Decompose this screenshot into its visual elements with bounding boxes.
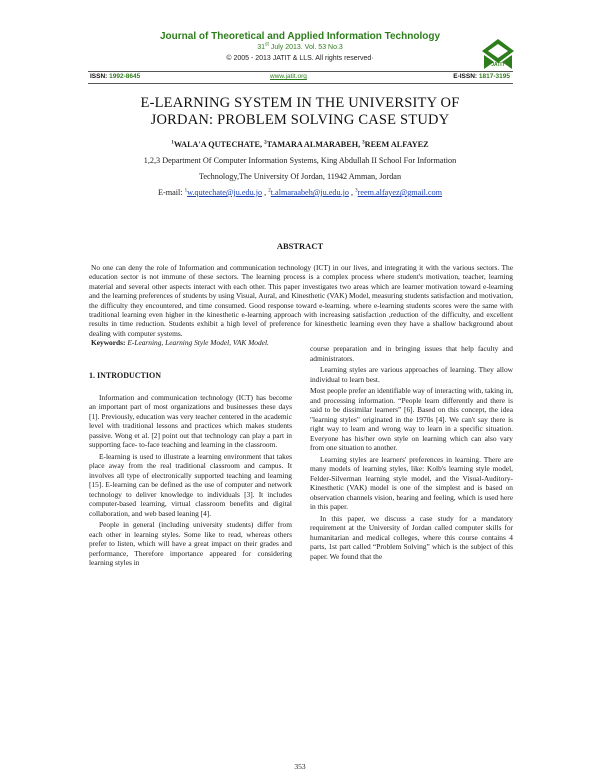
paragraph: E-learning is used to illustrate a learning environment that takes place away from the real traditional classroom and campus. It involves all type of electronically supported teaching and learning [15]. E-learning can be defined as the use of computer and network technology to deliver knowledge to individuals [3]. It includes computer-based learning, virtual classroom benefits and digital collaboration, and web based leaning [4].: [89, 451, 292, 518]
paragraph: Learning styles are various approaches of learning. They allow individual to learn best.: [310, 365, 513, 384]
affiliation-line-1: 1,2,3 Department Of Computer Information Systems, King Abdullah II School For Information: [143, 156, 457, 165]
author-list: $^1$WALA'A QUTECHATE, $^2$TAMARA ALMARABEH, $^3$REEM ALFAYEZ: [171, 140, 429, 149]
keywords: Keywords: E-Learning, Learning Style Model, VAK Model.: [91, 338, 269, 348]
issn: ISSN: 1992-8645: [90, 73, 141, 80]
issue-day-suffix: st: [264, 41, 269, 48]
jatit-logo-icon: [480, 37, 516, 75]
eissn: E-ISSN: 1817-3195: [453, 73, 510, 80]
email-line: E-mail: $^1$w.qutechate@ju.edu.jo , $^2$t.almaraabeh@ju.edu.jo , $^3$reem.alfayez@gmail.com: [157, 188, 442, 197]
email-link-3[interactable]: reem.alfayez@gmail.com: [357, 188, 442, 197]
paragraph: In this paper, we discuss a case study for a mandatory requirement at the University of Jordan called computer skills for humanitarian and medical colleges, where this course contains 4 parts, 1st part called “Problem Solving” which is the subject of this paper. We found that the: [310, 513, 513, 561]
right-column: [310, 344, 513, 563]
issn-row: [90, 73, 510, 83]
paragraph: Most people prefer an identifiable way of interacting with, taking in, and processing information. “People learn differently and there is said to be dissimilar learners” [6]. Based on this concept, the idea "learning styles" originated in the 1970s [4]. We can't say there is right way to learn and wrong way to learn in a specific situation. Everyone has his/her own style on learning which can also vary from one situation to another.: [310, 386, 513, 452]
paragraph: People in general (including university students) differ from each other in learning styles. Some like to read, whereas others prefer to listen, which will have a great impact on their grades and performance, Therefore importance appeared for considering learning styles in: [89, 520, 292, 567]
section-heading-introduction: 1. INTRODUCTION: [89, 371, 162, 380]
author-3: REEM ALFAYEZ: [364, 140, 429, 149]
left-column: [89, 344, 292, 570]
header-rule-bottom: [88, 83, 513, 84]
page-number: 353: [294, 762, 306, 771]
copyright-notice: © 2005 - 2013 JATIT & LLS. All rights reserved·: [226, 55, 374, 62]
paper-title: [90, 95, 510, 129]
abstract: [89, 263, 513, 348]
logo-label: JATIT: [491, 62, 505, 68]
paragraph: Learning styles are learners' preferences in learning. There are many models of learning styles, like: Kolb's learning style model, Felder-Silverman learning style model, and the Visual-Auditory-Kinesthetic (VAK) model is one of the simplest and is based on observation channels vision, hearing and feeling, which is used here in this paper.: [310, 454, 513, 511]
paper-title-line-1: E-LEARNING SYSTEM IN THE UNIVERSITY OF: [140, 95, 460, 111]
author-1: WALA'A QUTECHATE,: [173, 140, 263, 149]
journal-title: Journal of Theoretical and Applied Information Technology: [159, 31, 440, 42]
paragraph: Information and communication technology (ICT) has become an important part of most organizations and businesses these days [1]. Previously, education was very teacher centered in the academic level with traditional lessons and practices which makes students passive. Wong et al. [2] point out that technology can play a part in supporting face- to-face teaching and learning in the classroom.: [89, 392, 292, 449]
paragraph-continuation: course preparation and in bringing issues that help faculty and administrators.: [310, 344, 513, 363]
issue-line: [100, 41, 500, 51]
author-2: TAMARA ALMARABEH,: [266, 140, 361, 149]
email-link-2[interactable]: t.almaraabeh@ju.edu.jo: [270, 188, 349, 197]
email-label: E-mail:: [157, 188, 183, 197]
issue-details: July 2013. Vol. 53 No.3: [268, 44, 343, 51]
journal-website-link[interactable]: www.jatit.org: [270, 73, 307, 80]
header-rule-top: [88, 71, 513, 72]
issue-day: 31: [257, 44, 265, 51]
email-link-1[interactable]: w.qutechate@ju.edu.jo: [187, 188, 263, 197]
affiliation-line-2: Technology,The University Of Jordan, 11942 Amman, Jordan: [198, 172, 402, 181]
paper-title-line-2: JORDAN: PROBLEM SOLVING CASE STUDY: [150, 112, 450, 128]
abstract-heading: ABSTRACT: [276, 241, 324, 251]
abstract-text: No one can deny the role of Information and communication technology (ICT) in our lives, and integrating it with the various sectors. The education sector is not immune of these sectors. The learning process is a complex process where student's motivation, teacher, learning material and several other aspects interact with each other. This paper investigates two areas which are learner motivation toward e-learning and the learning preferences of students by using Visual, Aural, and Kinesthetic (VAK) Model, measuring students satisfaction and motivation, the difficulty they encountered, and time consumed. Good response toward e-learning, where e-learning students scores were the same with traditional learning even higher in the kinesthetic e-learning approach with increasing satisfaction ,reduction of the difficulty, and excellent results in time reduction. Students exhibit a high level of preference for kinesthetic learning even they have a shallow background about dealing with computer systems.: [89, 263, 513, 338]
